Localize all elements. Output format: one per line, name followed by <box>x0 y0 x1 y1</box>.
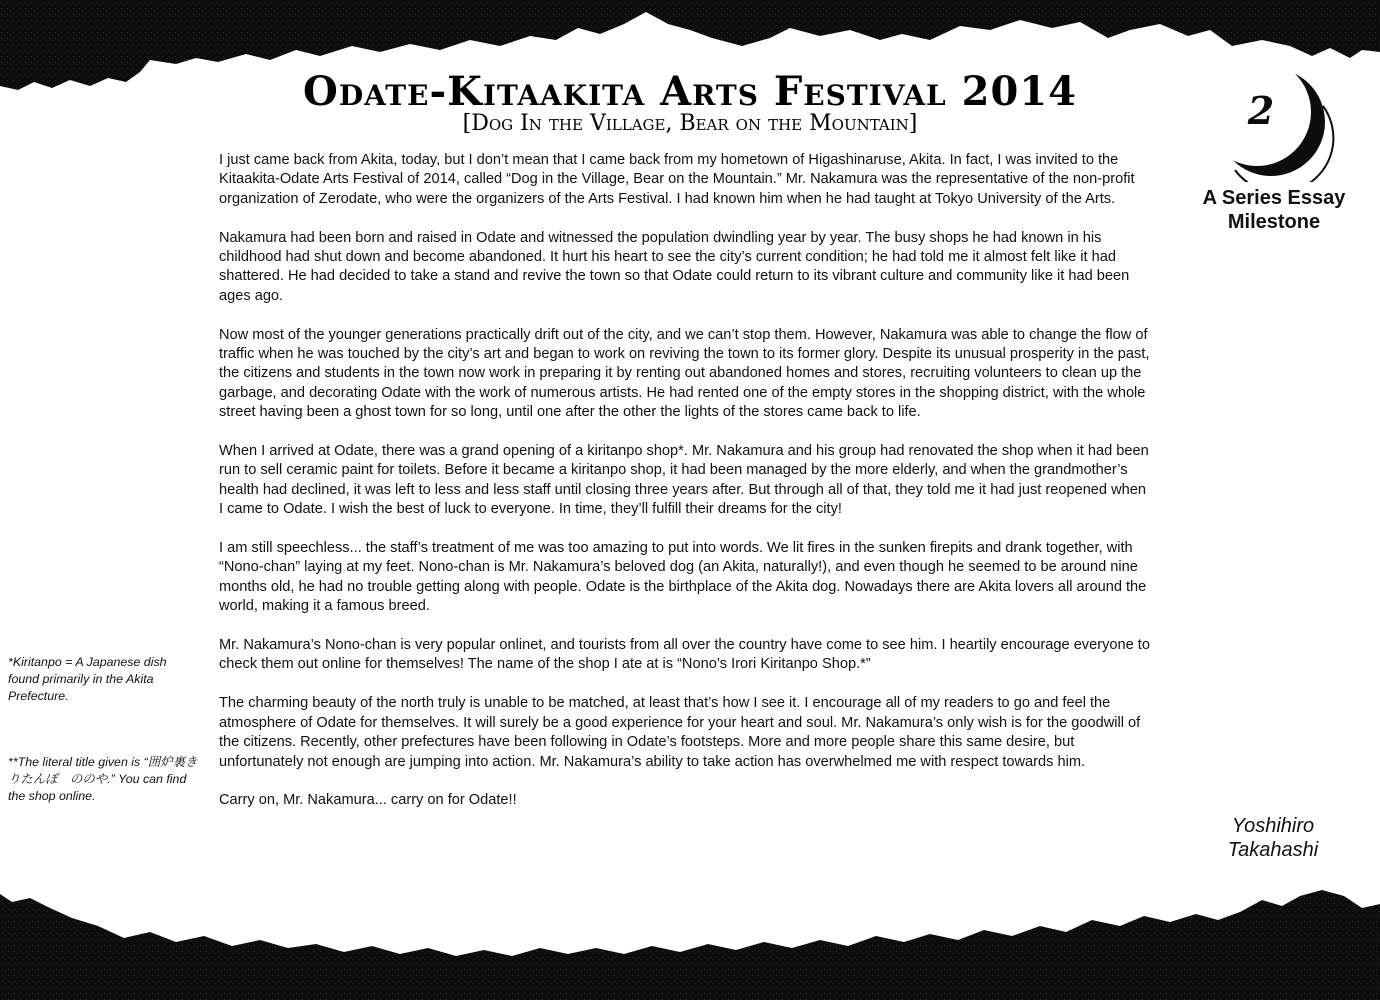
page-subtitle: [Dog In the Village, Bear on the Mountain] <box>462 111 918 136</box>
essay-paragraph: Mr. Nakamura’s Nono-chan is very popular onlinet, and tourists from all over the country have come to see him. I heartily encourage everyone to check them out online for themselves! The name of the shop I ate at is “Nono’s Irori Kiritanpo Shop.*” <box>219 637 1150 673</box>
essay-paragraph: Nakamura had been born and raised in Odate and witnessed the population dwindling year by year. The busy shops he had known in his childhood had shut down and become abandoned. It hurt his heart to see the city’s current condition; he had told me it almost felt like it had shattered. He had decided to take a stand and revive the town so that Odate could return to its vibrant culture and community like it had been ages ago. <box>219 229 1130 304</box>
torn-paper-bottom-border <box>0 890 1380 1000</box>
essay-paragraph: When I arrived at Odate, there was a grand opening of a kiritanpo shop*. Mr. Nakamura and his group had renovated the shop when it had been run to sell ceramic paint for toilets. Before it became a kiritanpo shop, it had been managed by the more elderly, and when the grandmother’s health had declined, it was left to less and less staff until closing three years after. But through all of that, they told me it had just reopened when I came to Odate. I wish the best of luck to everyone. In time, they’ll fulfill their dreams for the city! <box>219 443 1149 518</box>
footnote-kiritanpo: *Kiritanpo = A Japanese dish found primarily in the Akita Prefecture. <box>8 655 167 703</box>
essay-paragraph: The charming beauty of the north truly is unable to be matched, at least that’s how I see it. I encourage all of my readers to go and feel the atmosphere of Odate for themselves. It will surely be a good experience for your heart and soul. Mr. Nakamura’s only wish is for the goodwill of the citizens. Recently, other prefectures have been following in Odate’s footsteps. More and more people share this same desire, but unfortunately not enough are jumping into action. Mr. Nakamura’s ability to take action has overwhelmed me with respect towards him. <box>219 695 1141 770</box>
series-number: 2 <box>1247 88 1275 133</box>
essay-body <box>219 151 1154 830</box>
footnote-literal-title: **The literal title given is “囲炉裏きりたんぽ ののや.” You can find the shop online. <box>8 755 198 803</box>
series-label: A Series Essay Milestone <box>1202 187 1346 233</box>
essay-paragraph: Carry on, Mr. Nakamura... carry on for Odate!! <box>219 792 517 809</box>
essay-paragraph: I just came back from Akita, today, but I don’t mean that I came back from my hometown of Higashinaruse, Akita. In fact, I was invited to the Kitaakita-Odate Arts Festival of 2014, called “Dog in the Village, Bear on the Mountain.” Mr. Nakamura was the representative of the non-profit organization of Zerodate, who were the organizers of the Arts Festival. I had known him when he had taught at Tokyo University of the Arts. <box>219 152 1135 207</box>
author-name: Yoshihiro Takahashi <box>1227 815 1319 861</box>
essay-paragraph: I am still speechless... the staff’s treatment of me was too amazing to put into words. We lit fires in the sunken firepits and drank together, with “Nono-chan” laying at my feet. Nono-chan is Mr. Nakamura’s beloved dog (an Akita, naturally!), and even though he seemed to be around nine months old, he had no trouble getting along with people. Odate is the birthplace of the Akita dog. Nowadays there are Akita lovers all around the world, making it a famous breed. <box>219 540 1147 615</box>
essay-paragraph: Now most of the younger generations practically drift out of the city, and we can’t stop them. However, Nakamura was able to change the flow of traffic when he was touched by the city’s art and began to work on reviving the town to its former glory. Despite its unusual prosperity in the past, the citizens and students in the town now work in preparing it by renting out abandoned homes and stores, recruiting volunteers to clean up the garbage, and decorating Odate with the work of numerous artists. He had rented one of the empty stores in the shopping district, with the whole street having been a ghost town for so long, until one after the other the lights of the stores came back to life. <box>219 326 1150 421</box>
page-title: Odate-Kitaakita Arts Festival 2014 <box>302 68 1077 115</box>
